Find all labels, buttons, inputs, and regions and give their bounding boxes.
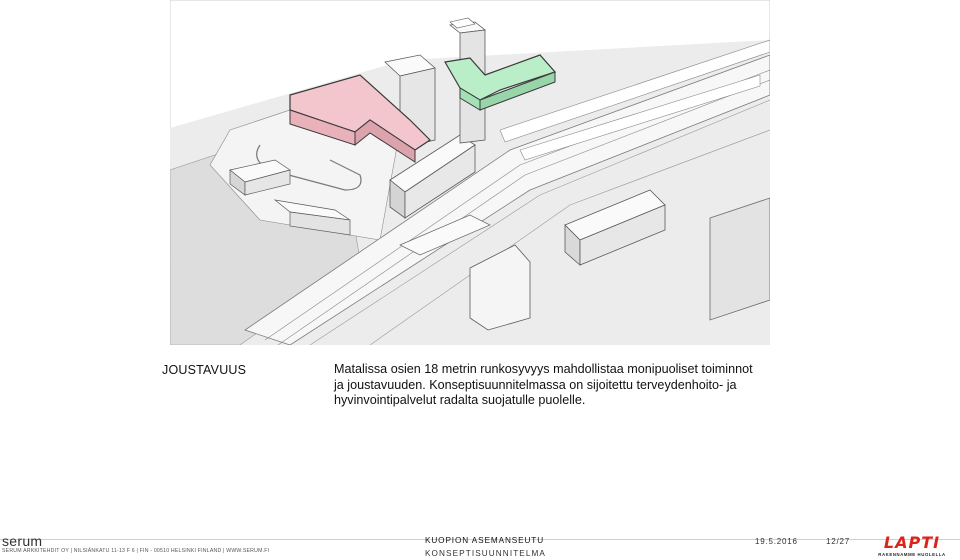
section-title: JOUSTAVUUS [162, 363, 247, 377]
site-model-illustration [170, 0, 770, 345]
document-date: 19.5.2016 [755, 537, 798, 546]
lapti-tagline: RAKENNAMME HUOLELLA [878, 552, 946, 557]
description-line: ja joustavuuden. Konseptisuunnitelmassa on sijoitettu terveydenhoito- ja [334, 377, 737, 392]
description-line: hyvinvointipalvelut radalta suojatulle puolelle. [334, 393, 586, 408]
description-text [334, 362, 774, 409]
lapti-logo: LAPTI [883, 533, 941, 552]
description-line: Matalissa osien 18 metrin runkosyvyys mahdollistaa monipuoliset toiminnot [334, 362, 753, 376]
page-number: 12/27 [826, 537, 851, 546]
project-name: KUOPION ASEMANSEUTU [425, 536, 545, 545]
company-address: SERUM ARKKITEHDIT OY | NILSIÄNKATU 11-13 F 6 | FIN - 00510 HELSINKI FINLAND | WWW.SERUM.FI [2, 548, 270, 554]
serum-brand: serum [2, 533, 43, 549]
project-phase: KONSEPTISUUNNITELMA [425, 549, 546, 558]
